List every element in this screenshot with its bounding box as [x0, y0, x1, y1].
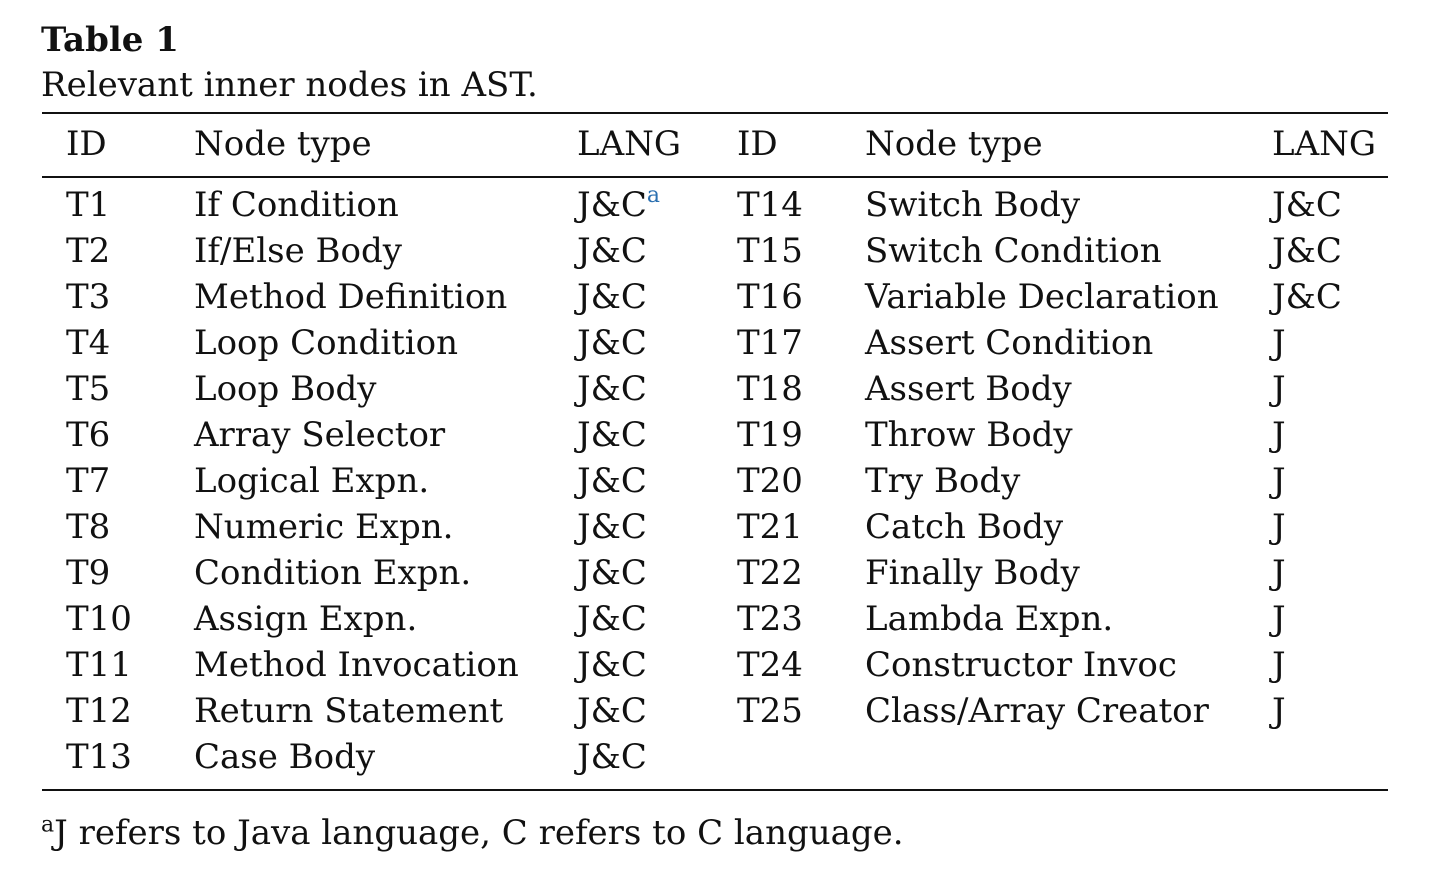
cell-lang: [1272, 320, 1388, 366]
cell-lang: [1272, 274, 1388, 320]
cell-node-type: [194, 228, 577, 274]
table-header: [42, 118, 1388, 170]
cell-lang-text: J&C: [577, 369, 647, 409]
cell-node-type-text: Assert Condition: [865, 323, 1154, 363]
cell-id: [737, 274, 865, 320]
cell-lang-text: J&C: [577, 691, 647, 731]
cell-id: [737, 366, 865, 412]
cell-id-text: T4: [66, 323, 111, 363]
cell-node-type: [865, 734, 1272, 780]
cell-id-text: T2: [66, 231, 111, 271]
cell-id: [42, 274, 194, 320]
cell-lang: [1272, 734, 1388, 780]
cell-node-type: [194, 170, 577, 228]
cell-node-type: [194, 504, 577, 550]
cell-lang-text: J&C: [577, 323, 647, 363]
cell-lang-text: J: [1272, 369, 1286, 409]
cell-node-type: [194, 642, 577, 688]
cell-node-type: [865, 320, 1272, 366]
cell-node-type-text: Catch Body: [865, 507, 1064, 547]
cell-node-type-text: Assert Body: [865, 369, 1072, 409]
cell-lang-text: J: [1272, 323, 1286, 363]
cell-id: [737, 170, 865, 228]
cell-node-type-text: Try Body: [865, 461, 1021, 501]
cell-lang-text: J&C: [577, 553, 647, 593]
cell-lang-text: J&C: [577, 737, 647, 777]
cell-lang: [1272, 228, 1388, 274]
cell-lang: [577, 170, 737, 228]
bottom-rule: [42, 789, 1388, 791]
table-row: [42, 642, 1388, 688]
cell-id-text: T13: [66, 737, 132, 777]
cell-lang-text: J: [1272, 415, 1286, 455]
cell-lang-text: J&C: [577, 185, 647, 225]
cell-id: [737, 688, 865, 734]
table-row: [42, 170, 1388, 228]
table-label: Table 1: [41, 20, 179, 60]
cell-id: [42, 504, 194, 550]
cell-lang-text: J&C: [1272, 231, 1342, 271]
table-body: [42, 170, 1388, 780]
cell-lang: [1272, 688, 1388, 734]
cell-id-text: T23: [737, 599, 803, 639]
cell-lang-text: J&C: [577, 415, 647, 455]
table-footnote: [41, 810, 904, 856]
table-row: [42, 550, 1388, 596]
cell-node-type: [194, 366, 577, 412]
cell-node-type-text: If Condition: [194, 185, 399, 225]
cell-id: [42, 734, 194, 780]
cell-lang-text: J&C: [1272, 277, 1342, 317]
table-row: [42, 688, 1388, 734]
cell-id: [42, 228, 194, 274]
cell-id-text: T24: [737, 645, 803, 685]
ast-node-table: [42, 118, 1388, 780]
cell-id-text: T17: [737, 323, 803, 363]
cell-node-type: [194, 550, 577, 596]
cell-id-text: T8: [66, 507, 111, 547]
cell-id: [42, 688, 194, 734]
cell-id-text: T6: [66, 415, 111, 455]
cell-lang: [577, 504, 737, 550]
cell-node-type-text: Return Statement: [194, 691, 504, 731]
cell-lang-text: J: [1272, 461, 1286, 501]
cell-node-type-text: Method Invocation: [194, 645, 519, 685]
cell-id: [42, 170, 194, 228]
cell-id-text: T12: [66, 691, 132, 731]
cell-node-type: [865, 550, 1272, 596]
cell-id: [42, 596, 194, 642]
cell-lang: [1272, 504, 1388, 550]
cell-id: [42, 642, 194, 688]
cell-id-text: T20: [737, 461, 803, 501]
cell-lang-text: J&C: [577, 231, 647, 271]
column-header-lang: LANG: [1272, 124, 1377, 164]
column-header-node-type: Node type: [865, 124, 1043, 164]
cell-id: [737, 596, 865, 642]
cell-node-type: [865, 458, 1272, 504]
cell-node-type-text: Logical Expn.: [194, 461, 430, 501]
cell-id: [737, 642, 865, 688]
cell-node-type: [865, 228, 1272, 274]
cell-lang: [577, 688, 737, 734]
cell-lang-text: J: [1272, 553, 1286, 593]
cell-id: [737, 320, 865, 366]
cell-id: [42, 458, 194, 504]
cell-node-type: [865, 504, 1272, 550]
cell-node-type-text: Loop Body: [194, 369, 377, 409]
cell-node-type: [194, 412, 577, 458]
cell-lang: [1272, 412, 1388, 458]
cell-id: [737, 228, 865, 274]
cell-lang-text: J: [1272, 645, 1286, 685]
cell-lang: [1272, 458, 1388, 504]
cell-id-text: T22: [737, 553, 803, 593]
cell-node-type-text: Numeric Expn.: [194, 507, 454, 547]
cell-id: [737, 412, 865, 458]
cell-id-text: T11: [66, 645, 132, 685]
cell-node-type-text: If/Else Body: [194, 231, 402, 271]
cell-lang: [577, 366, 737, 412]
cell-node-type-text: Switch Condition: [865, 231, 1162, 271]
cell-id: [737, 734, 865, 780]
table-caption: Relevant inner nodes in AST.: [41, 65, 538, 105]
cell-node-type: [865, 274, 1272, 320]
cell-lang: [577, 642, 737, 688]
cell-node-type-text: Array Selector: [194, 415, 446, 455]
table-row: [42, 734, 1388, 780]
column-header-id: ID: [66, 124, 107, 164]
cell-lang: [1272, 642, 1388, 688]
table-row: [42, 458, 1388, 504]
cell-id-text: T10: [66, 599, 132, 639]
cell-node-type: [865, 596, 1272, 642]
cell-node-type: [194, 458, 577, 504]
cell-node-type: [194, 734, 577, 780]
cell-lang: [577, 228, 737, 274]
table-row: [42, 366, 1388, 412]
footnote-marker: a: [41, 812, 55, 838]
cell-node-type: [194, 596, 577, 642]
cell-id-text: T3: [66, 277, 111, 317]
cell-node-type-text: Case Body: [194, 737, 376, 777]
cell-node-type: [865, 366, 1272, 412]
cell-id-text: T1: [66, 185, 111, 225]
cell-id-text: T15: [737, 231, 803, 271]
cell-lang: [577, 458, 737, 504]
table-row: [42, 412, 1388, 458]
cell-id-text: T21: [737, 507, 803, 547]
cell-node-type-text: Finally Body: [865, 553, 1080, 593]
cell-lang-text: J&C: [577, 507, 647, 547]
cell-lang: [577, 274, 737, 320]
cell-id-text: T14: [737, 185, 803, 225]
cell-lang: [577, 320, 737, 366]
footnote-text: J refers to Java language, C refers to C language.: [54, 813, 904, 853]
cell-node-type: [194, 320, 577, 366]
table-row: [42, 596, 1388, 642]
cell-lang: [1272, 170, 1388, 228]
table-row: [42, 320, 1388, 366]
cell-lang: [1272, 596, 1388, 642]
cell-node-type-text: Variable Declaration: [865, 277, 1219, 317]
cell-node-type: [865, 688, 1272, 734]
cell-node-type-text: Lambda Expn.: [865, 599, 1114, 639]
cell-lang: [577, 734, 737, 780]
cell-lang: [1272, 550, 1388, 596]
cell-id-text: T18: [737, 369, 803, 409]
cell-lang-text: J: [1272, 507, 1286, 547]
cell-lang-text: J: [1272, 691, 1286, 731]
cell-node-type-text: Condition Expn.: [194, 553, 472, 593]
cell-id: [42, 320, 194, 366]
cell-lang-text: J&C: [577, 277, 647, 317]
cell-id-text: T25: [737, 691, 803, 731]
cell-lang-text: J&C: [577, 599, 647, 639]
table-row: [42, 228, 1388, 274]
cell-node-type-text: Constructor Invoc: [865, 645, 1177, 685]
cell-node-type-text: Switch Body: [865, 185, 1081, 225]
cell-id-text: T7: [66, 461, 111, 501]
cell-lang-text: J: [1272, 599, 1286, 639]
cell-lang-text: J&C: [577, 461, 647, 501]
cell-id: [737, 458, 865, 504]
column-header-id: ID: [737, 124, 778, 164]
cell-node-type-text: Method Definition: [194, 277, 508, 317]
cell-lang-text: J&C: [577, 645, 647, 685]
cell-node-type-text: Loop Condition: [194, 323, 459, 363]
cell-id-text: T9: [66, 553, 111, 593]
cell-node-type: [194, 688, 577, 734]
cell-node-type-text: Assign Expn.: [194, 599, 418, 639]
cell-node-type-text: Throw Body: [865, 415, 1073, 455]
cell-id-text: T19: [737, 415, 803, 455]
cell-node-type: [865, 412, 1272, 458]
cell-node-type: [194, 274, 577, 320]
cell-id: [42, 366, 194, 412]
cell-id-text: T5: [66, 369, 111, 409]
cell-lang-text: J&C: [1272, 185, 1342, 225]
column-header-lang: LANG: [577, 124, 682, 164]
cell-id: [42, 550, 194, 596]
table-row: [42, 274, 1388, 320]
cell-node-type: [865, 170, 1272, 228]
cell-lang: [1272, 366, 1388, 412]
cell-lang: [577, 412, 737, 458]
cell-lang: [577, 550, 737, 596]
footnote-reference[interactable]: a: [646, 182, 661, 208]
cell-id-text: T16: [737, 277, 803, 317]
cell-lang: [577, 596, 737, 642]
cell-id: [42, 412, 194, 458]
cell-id: [737, 504, 865, 550]
top-rule: [42, 112, 1388, 114]
cell-node-type: [865, 642, 1272, 688]
column-header-node-type: Node type: [194, 124, 372, 164]
table-row: [42, 504, 1388, 550]
cell-id: [737, 550, 865, 596]
cell-node-type-text: Class/Array Creator: [865, 691, 1209, 731]
